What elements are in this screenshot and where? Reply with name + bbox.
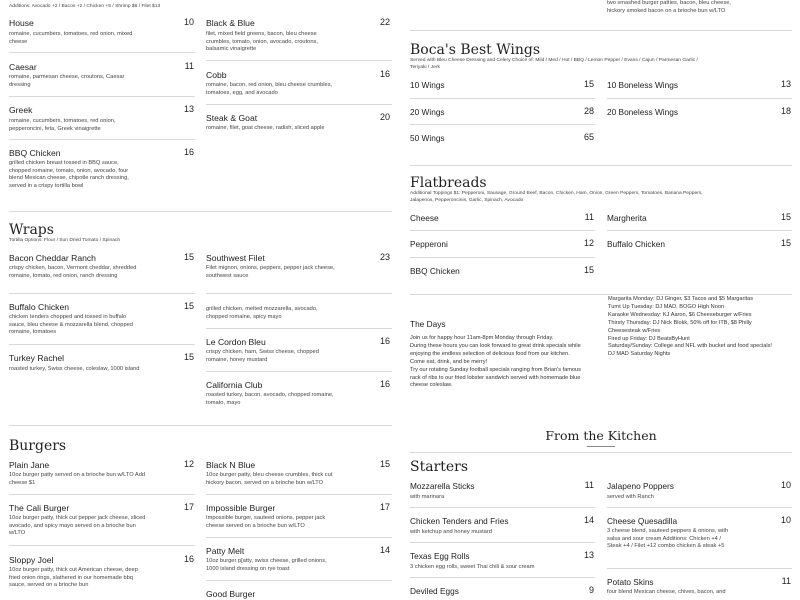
menu-item-desc: with ketchup and honey mustard (410, 529, 492, 535)
menu-item-price: 15 (183, 352, 194, 362)
menu-item-name: Plain Jane (9, 460, 50, 470)
divider (607, 568, 792, 569)
menu-item-price: 16 (183, 147, 194, 157)
menu-item-desc: grilled chicken, melted mozzarella, avocado, chopped romaine, spicy mayo (206, 306, 318, 320)
divider (206, 104, 392, 105)
menu-item-name: Cheese (410, 213, 439, 223)
divider (9, 96, 195, 97)
section-divider (9, 425, 392, 426)
divider (607, 230, 792, 231)
menu-item-name: 20 Boneless Wings (607, 107, 679, 117)
menu-item-desc: 10oz burger patty, thick cut American cheese, deep fried onion rings, slathered in our homemade bbq sauce, served on a brioche bun (9, 567, 138, 589)
days-line: Join us for happy hour 11am-8pm Monday through Friday. (410, 335, 554, 341)
divider (206, 580, 392, 581)
schedule-line: Turnt Up Tuesday: DJ MAD, BOGO High Noon (608, 303, 725, 310)
divider (206, 60, 392, 61)
menu-item-price: 11 (184, 61, 194, 71)
menu-item-desc: 10oz burger patty, bleu cheese crumbles, thick cut hickory bacon, served on a brioche bun w/LTO (206, 472, 333, 486)
menu-item-name: Bacon Cheddar Ranch (9, 253, 96, 263)
menu-item-price: 10 (780, 515, 791, 525)
days-line: enjoying the endless selection of delicious food from our kitchen. (410, 350, 570, 357)
menu-item-desc: romaine, bacon, red onion, bleu cheese crumbles, tomatoes, egg, and avocado (206, 82, 333, 96)
menu-item-price: 10 (780, 480, 791, 490)
divider (206, 293, 392, 294)
menu-item-desc: crispy chicken, bacon, Vermont cheddar, shredded romaine, tomato, red onion, ranch dressing (9, 265, 137, 279)
section-divider (410, 452, 792, 453)
menu-item-name: Le Cordon Bleu (206, 337, 266, 347)
section-divider (410, 294, 792, 295)
menu-item-name: Mozzarella Sticks (410, 481, 475, 491)
wraps-note: Tortilla Options: Flour / Sun Dried Tomato / Spinach (9, 238, 121, 243)
divider (607, 507, 792, 508)
menu-item-name: 20 Wings (410, 107, 445, 117)
divider (410, 507, 595, 508)
section-title-wings: Boca's Best Wings (410, 42, 541, 58)
menu-item-desc: filet, mixed field greens, bacon, bleu cheese crumbles, tomato, onion, avocado, croutons, balsamic vinaigrette (206, 31, 318, 53)
menu-item-name: 50 Wings (410, 133, 445, 143)
menu-item-desc: 10oz burger patty, thick cut pepper jack cheese, sliced avocado, and spicy mayo served on a brioche bun w/LTO (9, 515, 146, 537)
menu-item-price: 14 (583, 515, 594, 525)
menu-item-name: Buffalo Chicken (9, 302, 70, 312)
section-divider (9, 211, 392, 212)
menu-item-price: 13 (780, 79, 791, 89)
divider (410, 230, 595, 231)
menu-item-name: 10 Boneless Wings (607, 80, 679, 90)
menu-item-price: 65 (583, 132, 594, 142)
menu-item-name: BBQ Chicken (410, 266, 460, 276)
divider (9, 494, 195, 495)
menu-item-desc: roasted turkey, Swiss cheese, coleslaw, 1000 island (9, 366, 140, 372)
divider (206, 537, 392, 538)
schedule-line: Karaoke Wednesday: KJ Aaron, $6 Cheeseburger w/Fries (608, 311, 752, 318)
divider (410, 98, 595, 99)
divider (9, 293, 195, 294)
days-body (410, 335, 605, 390)
section-title-starters: Starters (410, 459, 469, 475)
menu-item-name: Southwest Filet (206, 253, 265, 263)
menu-item-price: 9 (588, 585, 594, 595)
divider (206, 328, 392, 329)
schedule-line: Cheesesteak w/Fries (608, 327, 661, 334)
menu-item-name: Impossible Burger (206, 503, 276, 513)
menu-item-price: 17 (183, 502, 194, 512)
menu-item-name: Chicken Tenders and Fries (410, 516, 509, 526)
menu-item-name: Jalapeno Poppers (607, 481, 674, 491)
divider (607, 98, 792, 99)
menu-item-desc: Impossible burger, sauteed onions, pepper jack cheese served on a brioche bun w/LTO (206, 515, 326, 529)
wings-note: Served with Bleu Cheese Dressing and Celery Choice of: Mild / Med / Hot / BBQ / Lemon Pepper / Evans / Cajun / Parmesan Garlic / Teriyaki / Jerk (410, 58, 698, 70)
menu-item-price: 15 (379, 459, 390, 469)
menu-item-price: 15 (780, 238, 791, 248)
days-line: Come eat, drink, and be merry! (410, 358, 488, 365)
salad-additions-note: Additions: Avocado +2 / Bacon +2 / Chicken +5 / Shrimp $6 / Filet $13 (9, 4, 161, 9)
menu-item-name: Turkey Rachel (9, 353, 65, 363)
menu-item-name: Good Burger (206, 589, 256, 599)
menu-item-price: 18 (780, 106, 791, 116)
divider (9, 139, 195, 140)
menu-item-desc: 3 cheese blend, sauteed peppers & onions, with salsa and sour cream Additions: Chicken +4 / Steak +4 / Filet +12 combo chicken & steak +5 (607, 528, 729, 550)
kitchen-title: From the Kitchen (545, 428, 657, 443)
menu-item-price: 15 (183, 301, 194, 311)
days-title: The Days (410, 319, 446, 329)
menu-item-desc: with marinara (410, 494, 445, 500)
menu-item-price: 14 (379, 545, 390, 555)
days-line: During these hours you can look forward to great drink specials while (410, 342, 581, 349)
menu-item-desc: served with Ranch (607, 494, 654, 500)
menu-item-desc: 3 chicken egg rolls, sweet Thai chili & sour cream (410, 564, 535, 570)
schedule-line: Saturday/Sunday: College and NFL with bucket and food specials! (608, 343, 772, 350)
menu-item-desc: romaine, cucumbers, tomatoes, red onion, mixed cheese (9, 31, 133, 45)
menu-item-price: 11 (584, 212, 594, 222)
menu-item-price: 10 (183, 17, 194, 27)
menu-item-price: 15 (583, 79, 594, 89)
section-divider (410, 30, 792, 31)
menu-item-name: Deviled Eggs (410, 586, 459, 596)
divider (410, 257, 595, 258)
section-title-wraps: Wraps (9, 222, 54, 238)
days-line: Try our rotating Sunday football specials ranging from Brian's famous (410, 366, 581, 373)
menu-item-price: 13 (583, 550, 594, 560)
days-line: cheese coleslaw. (410, 382, 453, 389)
menu-item-desc: 10oz burger p[atty, swiss cheese, grilled onions, 1000 island dressing on rye toast (206, 558, 327, 572)
menu-item-price: 23 (379, 252, 390, 262)
menu-item-price: 16 (183, 554, 194, 564)
menu-item-price: 17 (379, 502, 390, 512)
divider (9, 545, 195, 546)
menu-item-name: Margherita (607, 213, 647, 223)
menu-item-desc: romaine, filet, goat cheese, radish, sliced apple (206, 125, 325, 131)
divider (410, 577, 595, 578)
weekly-schedule (608, 296, 793, 359)
menu-item-price: 15 (583, 265, 594, 275)
divider (410, 124, 595, 125)
menu-item-price: 28 (583, 106, 594, 116)
flatbreads-note: Additional Toppings $1: Pepperoni, Sausage, Ground Beef, Bacon, Chicken, Ham, Onion, Green Peppers, Tomatoes, Banana Peppers, Jalapenos, Pepperoncinis, Garlic, Spinach, Avocado (410, 191, 703, 203)
menu-item-name: House (9, 18, 34, 28)
divider (9, 344, 195, 345)
menu-item-name: The Cali Burger (9, 503, 70, 513)
divider (206, 494, 392, 495)
menu-item-name: Caesar (9, 62, 37, 72)
section-title-flatbreads: Flatbreads (410, 175, 487, 191)
menu-item-price: 16 (379, 379, 390, 389)
schedule-line: Margarita Monday: DJ Ginger, $3 Tacos and $5 Margaritas (608, 296, 754, 302)
menu-item-desc: crispy chicken, ham, Swiss cheese, chopped romaine, honey mustard (206, 349, 319, 363)
menu-item-name: Black N Blue (206, 460, 256, 470)
divider (9, 52, 195, 53)
divider (206, 371, 392, 372)
menu-item-name: Cheese Quesadilla (607, 516, 678, 526)
menu-item-name: Potato Skins (607, 577, 654, 587)
divider (410, 542, 595, 543)
menu-item-name: Sloppy Joel (9, 555, 54, 565)
menu-item-name: Black & Blue (206, 18, 255, 28)
menu-item-price: 12 (183, 459, 194, 469)
section-title-burgers: Burgers (9, 438, 67, 454)
section-divider (410, 165, 792, 166)
menu-item-price: 16 (379, 336, 390, 346)
menu-item-name: California Club (206, 380, 263, 390)
menu-item-price: 11 (781, 576, 791, 586)
menu-item-name: Greek (9, 105, 33, 115)
menu-item-desc: romaine, cucumbers, tomatoes, red onion, pepperoncini, feta, Greek vinaigrette (9, 118, 116, 132)
schedule-line: Fired up Friday: DJ BeatsByHunt (608, 335, 690, 342)
menu-item-price: 15 (780, 212, 791, 222)
menu-item-name: 10 Wings (410, 80, 445, 90)
menu-item-name: BBQ Chicken (9, 148, 61, 158)
menu-item-name: Steak & Goat (206, 113, 258, 123)
menu-item-desc: Filet mignon, onions, peppers, pepper jack cheese, southwest sauce (206, 265, 335, 279)
menu-item-price: 11 (584, 480, 594, 490)
menu-item-price: 16 (379, 69, 390, 79)
menu-item-name: Patty Melt (206, 546, 245, 556)
menu-item-name: Texas Egg Rolls (410, 551, 470, 561)
menu-item-price: 12 (583, 238, 594, 248)
menu-item-name: Pepperoni (410, 239, 448, 249)
menu-item-desc: romaine, parmesan cheese, croutons, Caesar dressing (9, 74, 125, 88)
schedule-line: Thirsty Thursday: DJ Nick Blokk, 50% off for ITB, $8 Philly (608, 319, 752, 326)
menu-item-desc: two smashed burger patties, bacon, bleu cheese, hickory smoked bacon on a brioche bun w/LTO (607, 0, 731, 14)
menu-item-price: 20 (379, 112, 390, 122)
menu-item-desc: chicken tenders chopped and tossed in buffalo sauce, bleu cheese & mozzarella blend, chopped romaine, tomatoes (9, 314, 133, 336)
menu-item-name: Buffalo Chicken (607, 239, 665, 249)
menu-item-name: Cobb (206, 70, 227, 80)
menu-item-desc: roasted turkey, bacon, avocado, chopped romaine, tomato, mayo (206, 392, 334, 406)
menu-item-desc: grilled chicken breast tossed in BBQ sauce, chopped romaine, tomato, onion, avocado, four blend Mexican cheese, chipotle ranch dressing, served in a crispy tortilla bowl (9, 160, 129, 189)
schedule-line: DJ MAD Saturday Nights (608, 351, 671, 358)
days-line: rack of ribs to our fried lobster sandwich served with homemade blue (410, 374, 581, 381)
menu-item-price: 15 (183, 252, 194, 262)
menu-item-price: 13 (183, 104, 194, 114)
menu-item-desc: 10oz burger patty served on a brioche bun w/LTO Add cheese $1 (9, 472, 146, 486)
menu-item-price: 22 (379, 17, 390, 27)
menu-item-desc: four blend Mexican cheese, chives, bacon, and (607, 589, 726, 595)
title-underline (587, 446, 615, 447)
